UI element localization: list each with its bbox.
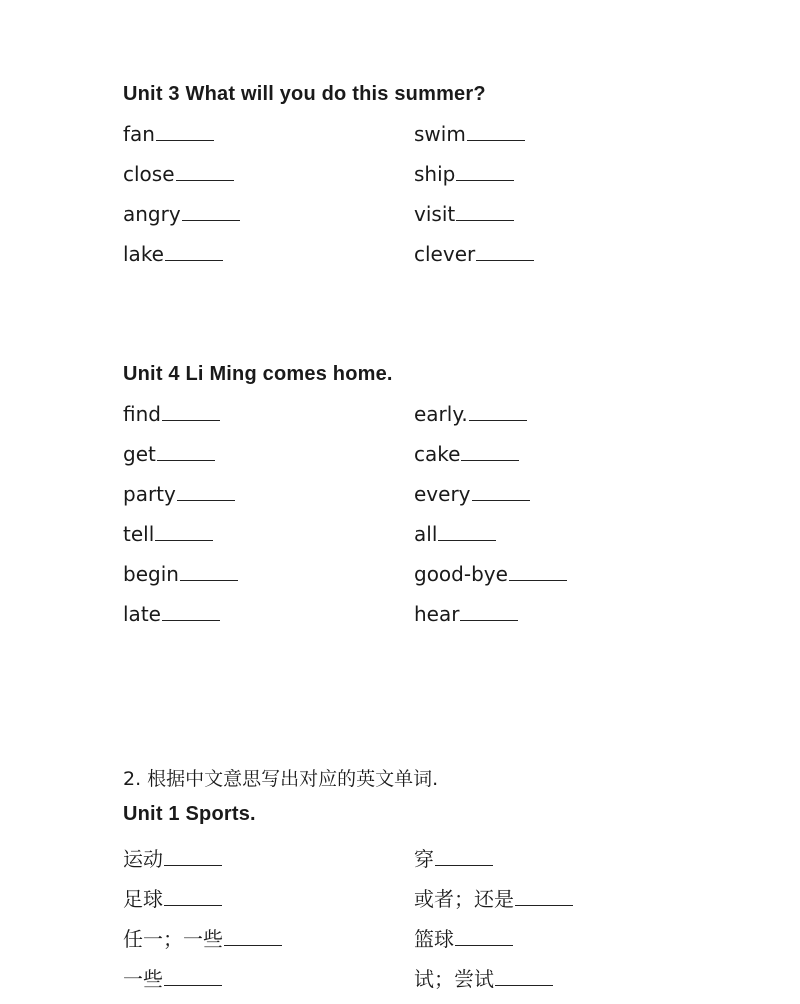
word-text: ship [414,162,456,186]
worksheet-row [0,442,800,472]
answer-blank[interactable] [224,927,282,946]
word-text: 篮球 [414,927,454,951]
word-item [414,963,553,992]
word-item [414,562,567,586]
word-text: close [123,162,175,186]
word-item [123,442,215,466]
answer-blank[interactable] [509,562,567,581]
word-item [414,883,573,912]
word-item [414,442,519,466]
word-item [123,602,220,626]
word-item [414,122,525,146]
answer-blank[interactable] [461,442,519,461]
answer-blank[interactable] [435,847,493,866]
worksheet-row [0,923,800,953]
answer-blank[interactable] [438,522,496,541]
worksheet-row [0,522,800,552]
word-item [123,202,240,226]
word-text: clever [414,242,476,266]
section2-instruction: 2. 根据中文意思写出对应的英文单词. [123,768,439,790]
word-text: every [414,482,471,506]
answer-blank[interactable] [456,202,514,221]
worksheet-row [0,482,800,512]
word-text: cake [414,442,461,466]
answer-blank[interactable] [162,402,220,421]
word-item [123,242,223,266]
word-item [414,402,527,426]
answer-blank[interactable] [165,242,223,261]
word-text: 足球 [123,887,163,911]
word-item [414,162,514,186]
word-item [123,843,222,872]
answer-blank[interactable] [456,162,514,181]
word-text: 穿 [414,847,434,871]
word-text: swim [414,122,466,146]
answer-blank[interactable] [455,927,513,946]
worksheet-row [0,402,800,432]
answer-blank[interactable] [164,847,222,866]
word-item [123,522,213,546]
unit1-heading: Unit 1 Sports. [123,803,256,825]
answer-blank[interactable] [162,602,220,621]
word-text: party [123,482,176,506]
worksheet-row [0,602,800,632]
word-text: hear [414,602,460,626]
word-text: angry [123,202,181,226]
word-text: 运动 [123,847,163,871]
worksheet-row [0,242,800,272]
answer-blank[interactable] [164,887,222,906]
word-item [123,963,222,992]
word-text: fan [123,122,155,146]
word-item [123,122,214,146]
answer-blank[interactable] [467,122,525,141]
worksheet-row [0,122,800,152]
worksheet-row [0,562,800,592]
worksheet-row [0,963,800,993]
word-item [414,843,493,872]
word-text: visit [414,202,456,226]
word-item [123,883,222,912]
word-item [123,482,235,506]
answer-blank[interactable] [460,602,518,621]
word-item [414,522,496,546]
worksheet-row [0,202,800,232]
word-item [414,202,514,226]
word-text: 试；尝试 [414,967,494,991]
answer-blank[interactable] [156,122,214,141]
worksheet-row [0,162,800,192]
word-text: early. [414,402,468,426]
answer-blank[interactable] [182,202,240,221]
answer-blank[interactable] [515,887,573,906]
word-item [414,923,513,952]
word-text: get [123,442,156,466]
answer-blank[interactable] [157,442,215,461]
answer-blank[interactable] [176,162,234,181]
word-text: find [123,402,161,426]
word-item [414,242,534,266]
word-text: all [414,522,438,546]
answer-blank[interactable] [180,562,238,581]
answer-blank[interactable] [155,522,213,541]
answer-blank[interactable] [177,482,235,501]
word-item [414,482,530,506]
word-item [414,602,518,626]
worksheet-row [0,843,800,873]
worksheet-row [0,883,800,913]
word-text: begin [123,562,179,586]
word-item [123,562,238,586]
word-item [123,923,282,952]
answer-blank[interactable] [469,402,527,421]
word-text: 任一；一些 [123,927,223,951]
unit4-heading: Unit 4 Li Ming comes home. [123,363,393,385]
answer-blank[interactable] [164,967,222,986]
unit3-heading: Unit 3 What will you do this summer? [123,83,486,105]
answer-blank[interactable] [472,482,530,501]
word-text: 一些 [123,967,163,991]
word-item [123,162,234,186]
word-text: lake [123,242,164,266]
word-text: good-bye [414,562,508,586]
word-item [123,402,220,426]
answer-blank[interactable] [476,242,534,261]
answer-blank[interactable] [495,967,553,986]
word-text: 或者；还是 [414,887,514,911]
word-text: tell [123,522,155,546]
word-text: late [123,602,161,626]
